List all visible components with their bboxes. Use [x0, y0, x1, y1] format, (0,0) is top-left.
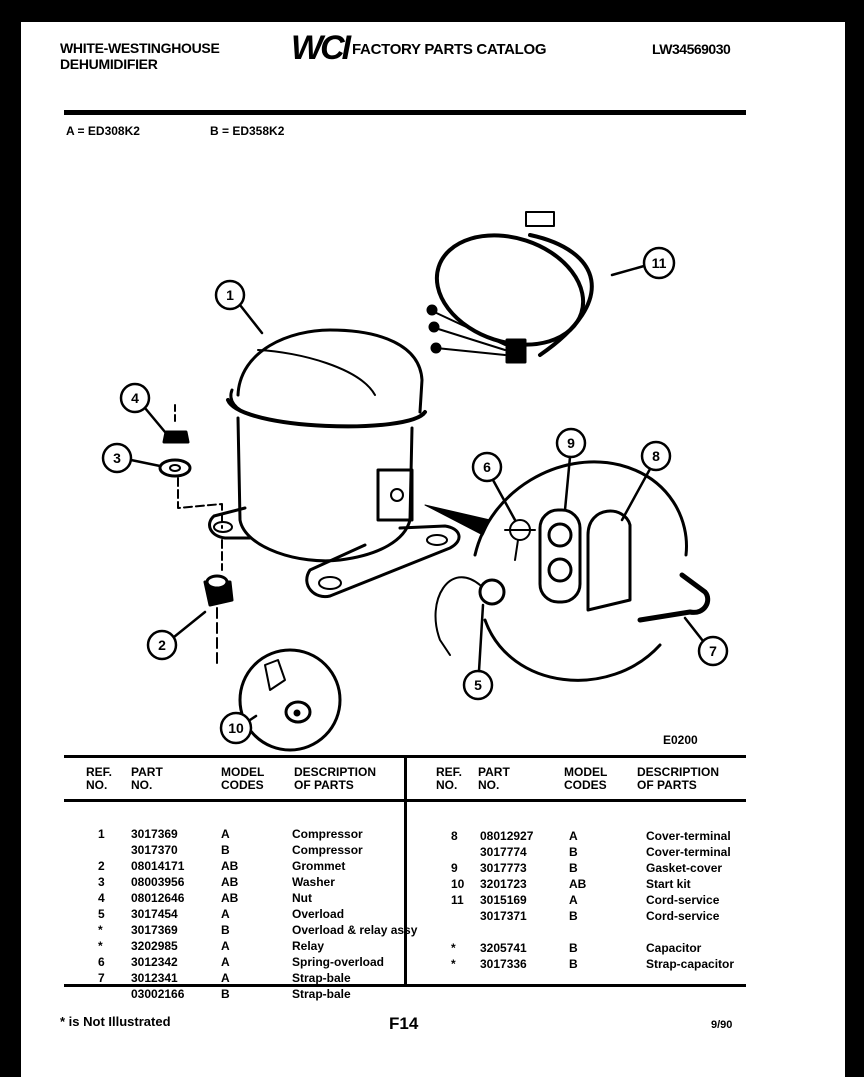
svg-text:3: 3	[113, 450, 121, 466]
model-code-cell: A	[221, 939, 230, 953]
svg-text:1: 1	[226, 287, 234, 303]
model-code-cell: B	[569, 909, 578, 923]
model-code-cell: A	[221, 971, 230, 985]
model-code-cell: B	[221, 923, 230, 937]
header-ref-no-left: REF. NO.	[86, 765, 113, 792]
part-no-cell: 3205741	[480, 941, 527, 955]
model-code-cell: B	[569, 941, 578, 955]
ref-no-cell: *	[98, 923, 103, 937]
part-no-cell: 3017454	[131, 907, 178, 921]
ref-no-cell: 11	[451, 893, 464, 907]
table-row	[0, 908, 864, 924]
callout-4	[121, 384, 165, 432]
wci-logo: WCI	[291, 29, 349, 67]
revision-date: 9/90	[711, 1019, 733, 1031]
svg-text:6: 6	[483, 459, 491, 475]
svg-text:5: 5	[474, 677, 482, 693]
compressor-illustration	[210, 330, 460, 597]
part-no-cell: 3017369	[131, 923, 178, 937]
model-code-cell: A	[221, 955, 230, 969]
part-no-cell: 08012927	[480, 829, 534, 843]
model-code-cell: B	[569, 845, 578, 859]
brand-name: WHITE-WESTINGHOUSE	[60, 40, 220, 56]
model-code-cell: B	[221, 843, 230, 857]
ref-no-cell: 2	[98, 859, 105, 873]
model-code-cell: AB	[221, 875, 239, 889]
ref-no-cell: 1	[98, 827, 105, 841]
callout-11	[612, 248, 674, 278]
part-no-cell: 3012341	[131, 971, 178, 985]
part-no-cell: 3017371	[480, 909, 527, 923]
callout-2	[148, 612, 205, 659]
model-code-cell: B	[569, 861, 578, 875]
description-cell: Cover-terminal	[646, 829, 731, 843]
ref-no-cell: *	[451, 957, 456, 971]
header-model-codes-right: MODEL CODES	[564, 765, 608, 792]
description-cell: Start kit	[646, 877, 691, 891]
part-no-cell: 3017369	[131, 827, 178, 841]
part-no-cell: 08012646	[131, 891, 185, 905]
table-row	[0, 970, 864, 986]
part-no-cell: 3201723	[480, 877, 527, 891]
header-model-codes-left: MODEL CODES	[221, 765, 265, 792]
table-row	[0, 828, 864, 844]
header-part-no-left: PART NO.	[131, 765, 163, 792]
table-row	[0, 844, 864, 860]
model-code-a: A = ED308K2	[66, 124, 140, 138]
description-cell: Spring-overload	[292, 955, 385, 969]
table-row	[0, 892, 864, 908]
ref-no-cell: 10	[451, 877, 465, 891]
description-cell: Gasket-cover	[646, 861, 723, 875]
model-code-cell: B	[221, 987, 230, 1001]
page-number: F14	[389, 1014, 419, 1033]
footnote: * is Not Illustrated	[60, 1014, 171, 1029]
part-no-cell: 3017773	[480, 861, 527, 875]
description-cell: Nut	[292, 891, 312, 905]
svg-text:11: 11	[651, 255, 667, 271]
part-no-cell: 3017336	[480, 957, 527, 971]
part-no-cell: 03002166	[131, 987, 185, 1001]
header-description-left: DESCRIPTION OF PARTS	[294, 765, 377, 792]
table-row	[0, 860, 864, 876]
part-no-cell: 3202985	[131, 939, 178, 953]
table-row	[0, 956, 864, 972]
part-no-cell: 3017774	[480, 845, 527, 859]
ref-no-cell: 9	[451, 861, 458, 875]
part-no-cell: 08014171	[131, 859, 185, 873]
table-row	[0, 940, 864, 956]
callout-6	[473, 453, 515, 520]
model-code-cell: A	[221, 907, 230, 921]
table-row	[0, 876, 864, 892]
service-cord-illustration	[423, 212, 598, 363]
ref-no-cell: 8	[451, 829, 458, 843]
model-code-cell: AB	[221, 891, 239, 905]
model-code-cell: B	[569, 957, 578, 971]
description-cell: Strap-capacitor	[646, 957, 735, 971]
header-part-no-right: PART NO.	[478, 765, 510, 792]
svg-text:2: 2	[158, 637, 166, 653]
description-cell: Overload & relay assy	[292, 923, 418, 937]
model-code-b: B = ED358K2	[210, 124, 285, 138]
description-cell: Strap-bale	[292, 987, 351, 1001]
model-code-cell: A	[221, 827, 230, 841]
callout-7	[685, 618, 727, 665]
catalog-title: FACTORY PARTS CATALOG	[352, 41, 547, 58]
description-cell: Grommet	[292, 859, 346, 873]
ref-no-cell: 7	[98, 971, 105, 985]
svg-text:7: 7	[709, 643, 717, 659]
mounting-hardware	[160, 405, 232, 665]
ref-no-cell: 6	[98, 955, 105, 969]
table-row	[0, 986, 864, 1002]
description-cell: Compressor	[292, 843, 363, 857]
callout-10	[221, 713, 256, 743]
callout-1	[216, 281, 262, 333]
part-no-cell: 3015169	[480, 893, 527, 907]
callout-3	[103, 444, 160, 472]
start-kit-detail	[240, 650, 340, 750]
header-ref-no-right: REF. NO.	[436, 765, 463, 792]
ref-no-cell: 3	[98, 875, 105, 889]
callout-9	[557, 429, 585, 510]
description-cell: Relay	[292, 939, 325, 953]
model-code-cell: A	[569, 829, 578, 843]
description-cell: Overload	[292, 907, 345, 921]
ref-no-cell: *	[451, 941, 456, 955]
ref-no-cell: *	[98, 939, 103, 953]
ref-no-cell: 4	[98, 891, 105, 905]
product-type: DEHUMIDIFIER	[60, 56, 158, 72]
model-code-cell: AB	[569, 877, 587, 891]
description-cell: Capacitor	[646, 941, 702, 955]
svg-text:10: 10	[228, 720, 244, 736]
svg-text:9: 9	[567, 435, 575, 451]
figure-code: E0200	[663, 733, 698, 747]
model-code-cell: A	[569, 893, 578, 907]
description-cell: Cord-service	[646, 909, 720, 923]
description-cell: Compressor	[292, 827, 363, 841]
part-no-cell: 08003956	[131, 875, 185, 889]
ref-no-cell: 5	[98, 907, 105, 921]
description-cell: Cord-service	[646, 893, 720, 907]
callout-5	[464, 605, 492, 699]
callout-8	[622, 442, 670, 520]
part-no-cell: 3017370	[131, 843, 178, 857]
document-number: LW34569030	[652, 41, 731, 57]
table-row	[0, 924, 864, 940]
svg-text:4: 4	[131, 390, 139, 406]
description-cell: Strap-bale	[292, 971, 351, 985]
part-no-cell: 3012342	[131, 955, 178, 969]
header-description-right: DESCRIPTION OF PARTS	[637, 765, 720, 792]
description-cell: Washer	[292, 875, 335, 889]
description-cell: Cover-terminal	[646, 845, 731, 859]
svg-text:8: 8	[652, 448, 660, 464]
model-code-cell: AB	[221, 859, 239, 873]
